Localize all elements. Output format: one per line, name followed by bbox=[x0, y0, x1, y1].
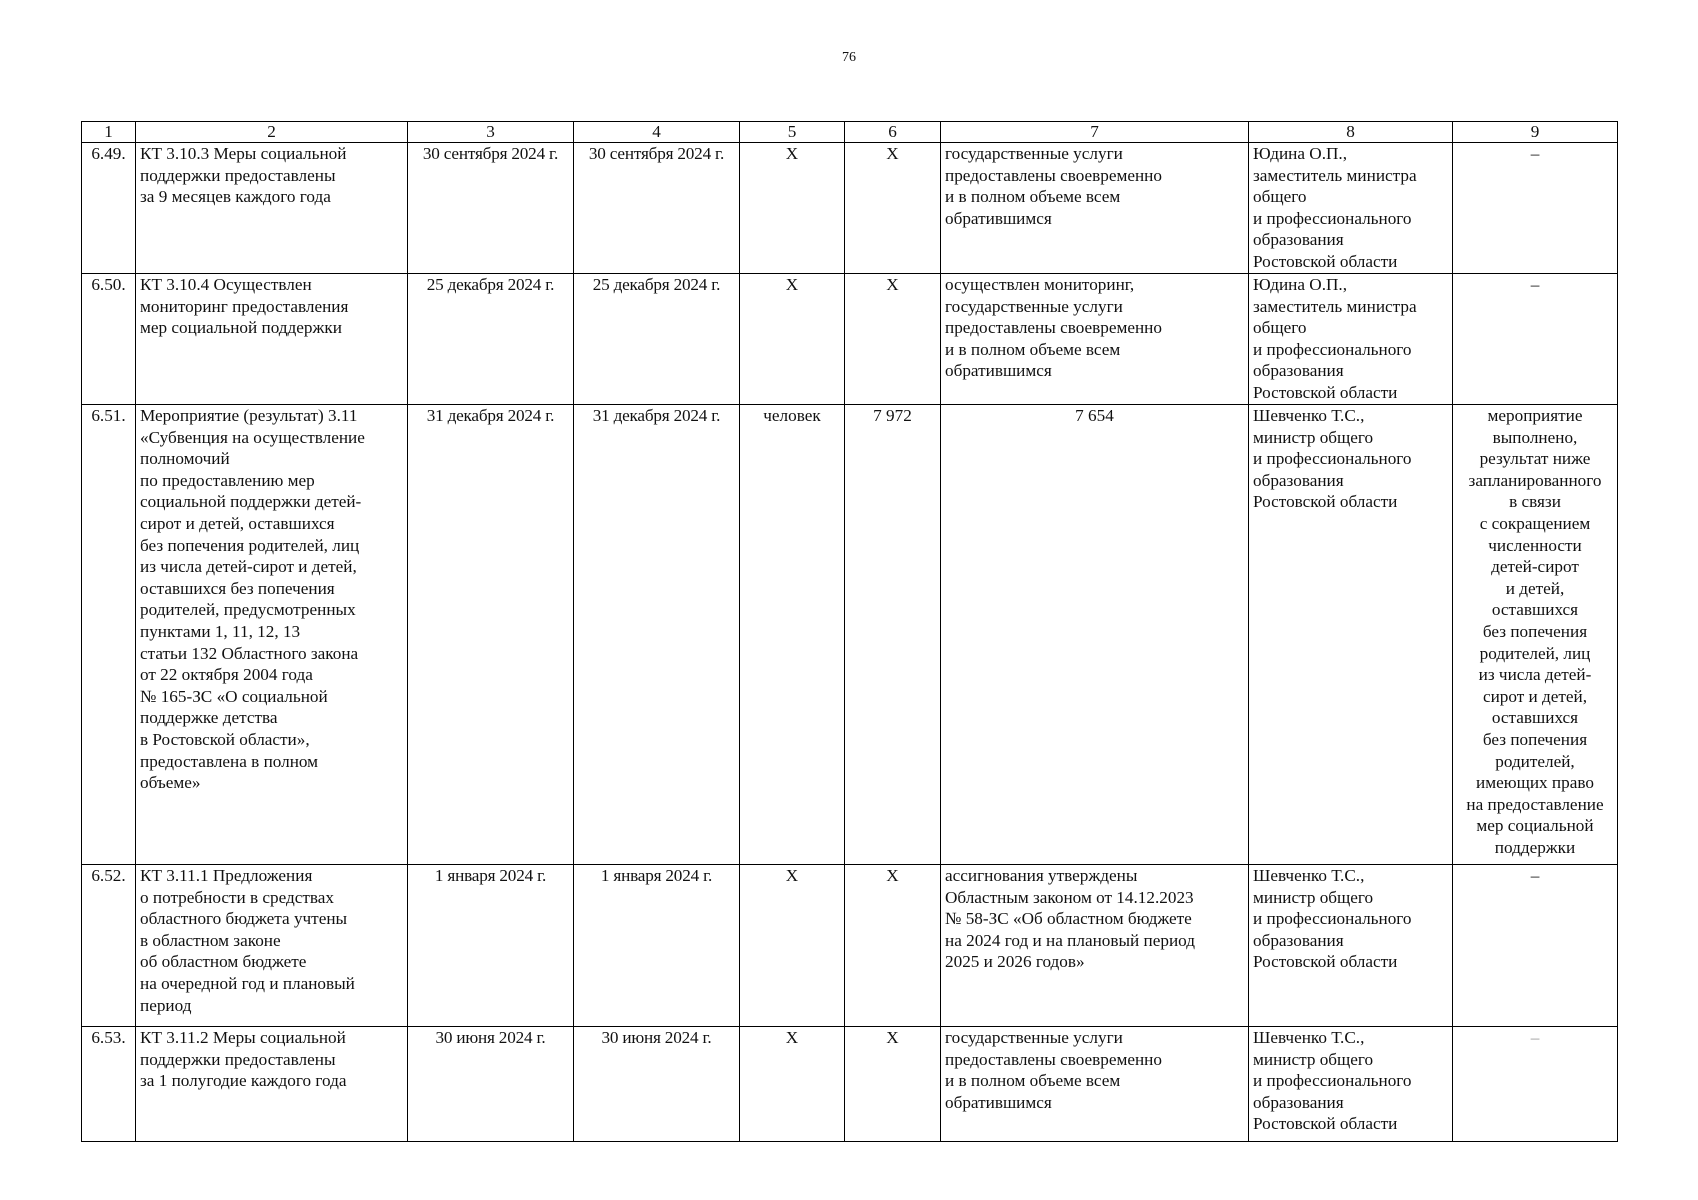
note: – bbox=[1453, 274, 1618, 405]
fact-date: 1 января 2024 г. bbox=[574, 865, 740, 1027]
responsible: Юдина О.П., заместитель министра общего и профессионального образования Ростовской области bbox=[1249, 143, 1453, 274]
plan-date: 31 декабря 2024 г. bbox=[408, 405, 574, 865]
result: государственные услуги предоставлены своевременно и в полном объеме всем обратившимся bbox=[941, 1027, 1249, 1142]
column-header: 9 bbox=[1453, 122, 1618, 143]
row-name: КТ 3.10.4 Осуществлен мониторинг предоставления мер социальной поддержки bbox=[136, 274, 408, 405]
row-number: 6.52. bbox=[82, 865, 136, 1027]
responsible: Шевченко Т.С., министр общего и профессионального образования Ростовской области bbox=[1249, 1027, 1453, 1142]
plan-value: Х bbox=[845, 1027, 941, 1142]
column-header: 6 bbox=[845, 122, 941, 143]
column-header: 8 bbox=[1249, 122, 1453, 143]
row-name: Мероприятие (результат) 3.11 «Субвенция на осуществление полномочий по предоставлению мер социальной поддержки детей- сирот и детей, оставшихся без попечения родителей, лиц из числа детей-сирот и детей, оставшихся без попечения родителей, предусмотренных пунктами 1, 11, 12, 13 статьи 132 Областного закона от 22 октября 2004 года № 165-ЗС «О социальной поддержке детства в Ростовской области», предоставлена в полном объеме» bbox=[136, 405, 408, 865]
column-header: 1 bbox=[82, 122, 136, 143]
row-number: 6.53. bbox=[82, 1027, 136, 1142]
table-row bbox=[82, 143, 1618, 274]
note: – bbox=[1453, 143, 1618, 274]
column-header: 2 bbox=[136, 122, 408, 143]
plan-value: Х bbox=[845, 274, 941, 405]
table-row bbox=[82, 865, 1618, 1027]
row-number: 6.50. bbox=[82, 274, 136, 405]
result: государственные услуги предоставлены своевременно и в полном объеме всем обратившимся bbox=[941, 143, 1249, 274]
plan-date: 30 июня 2024 г. bbox=[408, 1027, 574, 1142]
report-table bbox=[81, 121, 1618, 1142]
unit: Х bbox=[740, 1027, 845, 1142]
note: мероприятие выполнено, результат ниже запланированного в связи с сокращением численности детей-сирот и детей, оставшихся без попечения родителей, лиц из числа детей- сирот и детей, оставшихся без попечения родителей, имеющих право на предоставление мер социальной поддержки bbox=[1453, 405, 1618, 865]
result: 7 654 bbox=[941, 405, 1249, 865]
unit: человек bbox=[740, 405, 845, 865]
result: осуществлен мониторинг, государственные услуги предоставлены своевременно и в полном объеме всем обратившимся bbox=[941, 274, 1249, 405]
fact-date: 30 сентября 2024 г. bbox=[574, 143, 740, 274]
unit: Х bbox=[740, 274, 845, 405]
row-name: КТ 3.11.1 Предложения о потребности в средствах областного бюджета учтены в областном законе об областном бюджете на очередной год и плановый период bbox=[136, 865, 408, 1027]
table-row bbox=[82, 274, 1618, 405]
page-number: 76 bbox=[842, 50, 856, 65]
fact-date: 31 декабря 2024 г. bbox=[574, 405, 740, 865]
fact-date: 30 июня 2024 г. bbox=[574, 1027, 740, 1142]
plan-date: 30 сентября 2024 г. bbox=[408, 143, 574, 274]
plan-date: 25 декабря 2024 г. bbox=[408, 274, 574, 405]
result: ассигнования утверждены Областным законом от 14.12.2023 № 58-ЗС «Об областном бюджете на 2024 год и на плановый период 2025 и 2026 годов» bbox=[941, 865, 1249, 1027]
table-row bbox=[82, 405, 1618, 865]
column-header: 7 bbox=[941, 122, 1249, 143]
row-number: 6.51. bbox=[82, 405, 136, 865]
fact-date: 25 декабря 2024 г. bbox=[574, 274, 740, 405]
note: – bbox=[1453, 865, 1618, 1027]
column-header: 4 bbox=[574, 122, 740, 143]
responsible: Шевченко Т.С., министр общего и профессионального образования Ростовской области bbox=[1249, 865, 1453, 1027]
responsible: Шевченко Т.С., министр общего и профессионального образования Ростовской области bbox=[1249, 405, 1453, 865]
note: – bbox=[1453, 1027, 1618, 1142]
column-header: 3 bbox=[408, 122, 574, 143]
unit: Х bbox=[740, 865, 845, 1027]
plan-value: Х bbox=[845, 143, 941, 274]
table-row bbox=[82, 1027, 1618, 1142]
row-name: КТ 3.10.3 Меры социальной поддержки предоставлены за 9 месяцев каждого года bbox=[136, 143, 408, 274]
plan-value: Х bbox=[845, 865, 941, 1027]
row-name: КТ 3.11.2 Меры социальной поддержки предоставлены за 1 полугодие каждого года bbox=[136, 1027, 408, 1142]
responsible: Юдина О.П., заместитель министра общего и профессионального образования Ростовской области bbox=[1249, 274, 1453, 405]
plan-value: 7 972 bbox=[845, 405, 941, 865]
column-number-row bbox=[82, 122, 1618, 143]
plan-date: 1 января 2024 г. bbox=[408, 865, 574, 1027]
row-number: 6.49. bbox=[82, 143, 136, 274]
column-header: 5 bbox=[740, 122, 845, 143]
unit: Х bbox=[740, 143, 845, 274]
